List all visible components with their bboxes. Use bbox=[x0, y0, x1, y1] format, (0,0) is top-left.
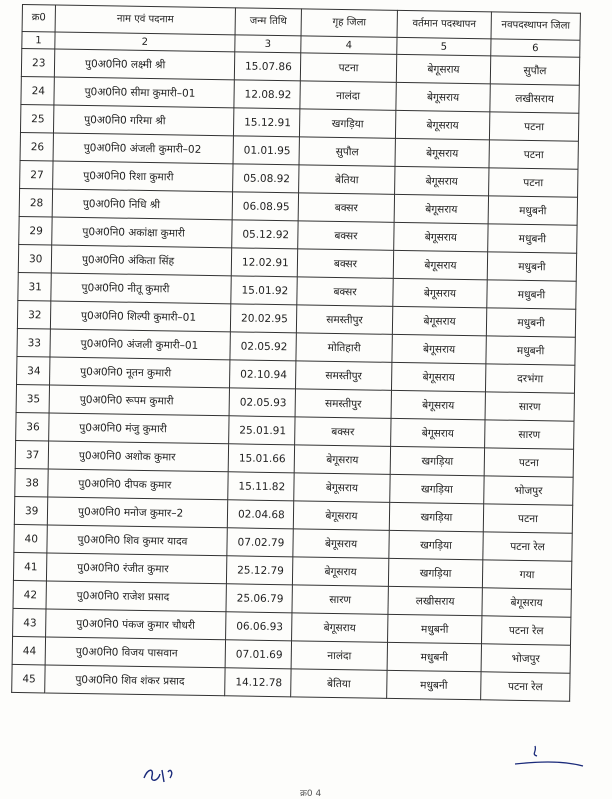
row-sn: 33 bbox=[17, 328, 50, 357]
row-new-posting: सारण bbox=[485, 420, 574, 449]
row-dob: 25.01.91 bbox=[229, 416, 295, 445]
row-name: पु0अ0नि0 शिल्पी कुमारी–01 bbox=[50, 301, 230, 332]
row-dob: 20.02.95 bbox=[230, 304, 296, 333]
row-new-posting: मधुबनी bbox=[488, 196, 577, 225]
row-home-district: बक्सर bbox=[297, 277, 393, 307]
row-home-district: बेगूसराय bbox=[292, 557, 388, 587]
col-number: 3 bbox=[235, 35, 301, 53]
row-home-district: बेगूसराय bbox=[294, 445, 390, 475]
row-dob: 15.01.92 bbox=[231, 276, 297, 305]
row-home-district: नालंदा bbox=[300, 81, 396, 111]
row-home-district: बेतिया bbox=[291, 669, 387, 699]
row-sn: 27 bbox=[20, 160, 53, 189]
row-dob: 25.06.79 bbox=[226, 584, 292, 613]
row-sn: 29 bbox=[19, 216, 52, 245]
row-home-district: बक्सर bbox=[298, 193, 394, 223]
row-current-posting: बेगूसराय bbox=[395, 138, 489, 167]
row-home-district: बेगूसराय bbox=[294, 473, 390, 503]
row-dob: 02.04.68 bbox=[227, 500, 293, 529]
row-name: पु0अ0नि0 रिशा कुमारी bbox=[53, 161, 233, 192]
row-name: पु0अ0नि0 नीतू कुमारी bbox=[51, 273, 231, 304]
row-name: पु0अ0नि0 अकांक्षा कुमारी bbox=[52, 217, 232, 248]
row-home-district: बेगूसराय bbox=[293, 501, 389, 531]
row-current-posting: बेगूसराय bbox=[391, 390, 485, 419]
row-current-posting: बेगूसराय bbox=[394, 194, 488, 223]
row-sn: 43 bbox=[13, 608, 46, 637]
row-current-posting: मधुबनी bbox=[387, 670, 481, 699]
row-sn: 34 bbox=[17, 356, 50, 385]
row-new-posting: भोजपुर bbox=[484, 476, 573, 505]
row-name: पु0अ0नि0 अशोक कुमार bbox=[48, 441, 228, 472]
row-home-district: नालंदा bbox=[291, 641, 387, 671]
row-dob: 15.12.91 bbox=[233, 108, 299, 137]
row-dob: 07.02.79 bbox=[227, 528, 293, 557]
row-new-posting: पटना रेल bbox=[481, 672, 570, 701]
row-home-district: पटना bbox=[300, 53, 396, 83]
row-new-posting: सुपौल bbox=[490, 56, 579, 85]
row-sn: 45 bbox=[12, 664, 45, 693]
row-current-posting: खगड़िया bbox=[388, 558, 482, 587]
header-name: नाम एवं पदनाम bbox=[55, 5, 235, 35]
row-dob: 02.05.93 bbox=[229, 388, 295, 417]
row-home-district: बेगूसराय bbox=[293, 529, 389, 559]
row-dob: 05.12.92 bbox=[232, 220, 298, 249]
page-footer: क्र0 4 bbox=[300, 789, 322, 799]
row-name: पु0अ0नि0 मंजु कुमारी bbox=[49, 413, 229, 444]
row-current-posting: बेगूसराय bbox=[395, 110, 489, 139]
row-name: पु0अ0नि0 नूतन कुमारी bbox=[50, 357, 230, 388]
col-number: 2 bbox=[55, 32, 235, 52]
row-sn: 24 bbox=[21, 76, 54, 105]
row-sn: 39 bbox=[14, 496, 47, 525]
row-new-posting: मधुबनी bbox=[487, 280, 576, 309]
row-home-district: बेगूसराय bbox=[292, 613, 388, 643]
col-number: 4 bbox=[301, 36, 397, 55]
row-current-posting: लखीसराय bbox=[388, 586, 482, 615]
row-current-posting: खगड़िया bbox=[389, 502, 483, 531]
row-home-district: समस्तीपुर bbox=[296, 305, 392, 335]
row-new-posting: दरभंगा bbox=[485, 364, 574, 393]
row-home-district: समस्तीपुर bbox=[295, 389, 391, 419]
row-current-posting: बेगूसराय bbox=[391, 362, 485, 391]
transfer-list-sheet bbox=[11, 4, 580, 702]
row-sn: 41 bbox=[13, 552, 46, 581]
row-current-posting: खगड़िया bbox=[390, 446, 484, 475]
row-new-posting: गया bbox=[482, 560, 571, 589]
row-sn: 31 bbox=[18, 272, 51, 301]
row-new-posting: पटना bbox=[484, 448, 573, 477]
row-dob: 15.07.86 bbox=[234, 52, 300, 81]
row-sn: 28 bbox=[19, 188, 52, 217]
handwritten-signature bbox=[140, 764, 180, 786]
row-new-posting: पटना bbox=[483, 504, 572, 533]
row-name: पु0अ0नि0 मनोज कुमार–2 bbox=[47, 497, 227, 528]
row-new-posting: भोजपुर bbox=[481, 644, 570, 673]
row-sn: 40 bbox=[14, 524, 47, 553]
row-dob: 12.02.91 bbox=[231, 248, 297, 277]
row-dob: 07.01.69 bbox=[225, 640, 291, 669]
row-dob: 15.11.82 bbox=[228, 472, 294, 501]
row-current-posting: बेगूसराय bbox=[395, 166, 489, 195]
row-current-posting: बेगूसराय bbox=[393, 250, 487, 279]
row-home-district: बक्सर bbox=[297, 249, 393, 279]
row-name: पु0अ0नि0 पंकज कुमार चौधरी bbox=[46, 609, 226, 640]
row-new-posting: मधुबनी bbox=[487, 252, 576, 281]
row-dob: 12.08.92 bbox=[234, 80, 300, 109]
row-name: पु0अ0नि0 दीपक कुमार bbox=[48, 469, 228, 500]
transfer-table bbox=[11, 4, 581, 702]
row-current-posting: बेगूसराय bbox=[392, 334, 486, 363]
row-sn: 25 bbox=[20, 104, 53, 133]
row-new-posting: सारण bbox=[485, 392, 574, 421]
row-name: पु0अ0नि0 अंजली कुमारी–01 bbox=[50, 329, 230, 360]
row-home-district: बेतिया bbox=[299, 165, 395, 195]
row-name: पु0अ0नि0 राजेश प्रसाद bbox=[46, 581, 226, 612]
row-home-district: सुपौल bbox=[299, 137, 395, 167]
row-name: पु0अ0नि0 अंजली कुमारी–02 bbox=[53, 133, 233, 164]
row-sn: 42 bbox=[13, 580, 46, 609]
col-number: 5 bbox=[397, 37, 491, 55]
row-new-posting: मधुबनी bbox=[488, 224, 577, 253]
row-sn: 38 bbox=[15, 468, 48, 497]
row-current-posting: खगड़िया bbox=[389, 530, 483, 559]
row-sn: 44 bbox=[12, 636, 45, 665]
row-dob: 05.08.92 bbox=[233, 164, 299, 193]
row-current-posting: बेगूसराय bbox=[392, 306, 486, 335]
row-new-posting: पटना bbox=[489, 112, 578, 141]
row-home-district: समस्तीपुर bbox=[295, 361, 391, 391]
row-current-posting: खगड़िया bbox=[390, 474, 484, 503]
col-number: 1 bbox=[22, 32, 55, 50]
table-body bbox=[12, 49, 580, 702]
row-current-posting: बेगूसराय bbox=[396, 82, 490, 111]
row-current-posting: बेगूसराय bbox=[393, 278, 487, 307]
header-current-posting: वर्तमान पदस्थापन bbox=[397, 10, 491, 38]
col-number: 6 bbox=[491, 39, 580, 57]
row-new-posting: बेगूसराय bbox=[482, 588, 571, 617]
row-name: पु0अ0नि0 लक्ष्मी श्री bbox=[54, 49, 234, 80]
row-home-district: बक्सर bbox=[295, 417, 391, 447]
row-current-posting: मधुबनी bbox=[387, 642, 481, 671]
row-name: पु0अ0नि0 शिव शंकर प्रसाद bbox=[45, 665, 225, 696]
row-current-posting: बेगूसराय bbox=[391, 418, 485, 447]
row-new-posting: लखीसराय bbox=[490, 84, 579, 113]
header-dob: जन्म तिथि bbox=[235, 8, 301, 36]
row-dob: 14.12.78 bbox=[225, 668, 291, 697]
row-current-posting: बेगूसराय bbox=[394, 222, 488, 251]
header-home-district: गृह जिला bbox=[301, 9, 397, 38]
row-home-district: सारण bbox=[292, 585, 388, 615]
row-name: पु0अ0नि0 निधि श्री bbox=[52, 189, 232, 220]
header-new-posting: नवपदस्थापन जिला bbox=[491, 12, 580, 40]
row-current-posting: मधुबनी bbox=[388, 614, 482, 643]
row-dob: 25.12.79 bbox=[226, 556, 292, 585]
row-sn: 36 bbox=[16, 412, 49, 441]
row-new-posting: पटना रेल bbox=[483, 532, 572, 561]
row-new-posting: पटना bbox=[489, 168, 578, 197]
row-name: पु0अ0नि0 सीमा कुमारी–01 bbox=[54, 77, 234, 108]
row-new-posting: पटना bbox=[489, 140, 578, 169]
row-sn: 35 bbox=[16, 384, 49, 413]
row-home-district: मोतिहारी bbox=[296, 333, 392, 363]
row-sn: 30 bbox=[18, 244, 51, 273]
row-name: पु0अ0नि0 गरिमा श्री bbox=[53, 105, 233, 136]
row-new-posting: मधुबनी bbox=[486, 308, 575, 337]
row-current-posting: बेगूसराय bbox=[396, 54, 490, 83]
row-name: पु0अ0नि0 रंजीत कुमार bbox=[46, 553, 226, 584]
row-sn: 32 bbox=[17, 300, 50, 329]
handwritten-mark bbox=[505, 744, 585, 768]
row-sn: 26 bbox=[20, 132, 53, 161]
row-dob: 02.10.94 bbox=[229, 360, 295, 389]
row-sn: 37 bbox=[15, 440, 48, 469]
row-home-district: बक्सर bbox=[298, 221, 394, 251]
row-dob: 01.01.95 bbox=[233, 136, 299, 165]
row-new-posting: मधुबनी bbox=[486, 336, 575, 365]
row-dob: 06.06.93 bbox=[226, 612, 292, 641]
row-name: पु0अ0नि0 शिव कुमार यादव bbox=[47, 525, 227, 556]
row-dob: 06.08.95 bbox=[232, 192, 298, 221]
row-home-district: खगड़िया bbox=[299, 109, 395, 139]
header-sn: क्र0 bbox=[22, 5, 55, 33]
row-dob: 15.01.66 bbox=[228, 444, 294, 473]
row-name: पु0अ0नि0 विजय पासवान bbox=[45, 637, 225, 668]
row-dob: 02.05.92 bbox=[230, 332, 296, 361]
row-new-posting: पटना रेल bbox=[482, 616, 571, 645]
row-sn: 23 bbox=[21, 49, 54, 78]
row-name: पु0अ0नि0 अंकिता सिंह bbox=[51, 245, 231, 276]
row-name: पु0अ0नि0 रूपम कुमारी bbox=[49, 385, 229, 416]
